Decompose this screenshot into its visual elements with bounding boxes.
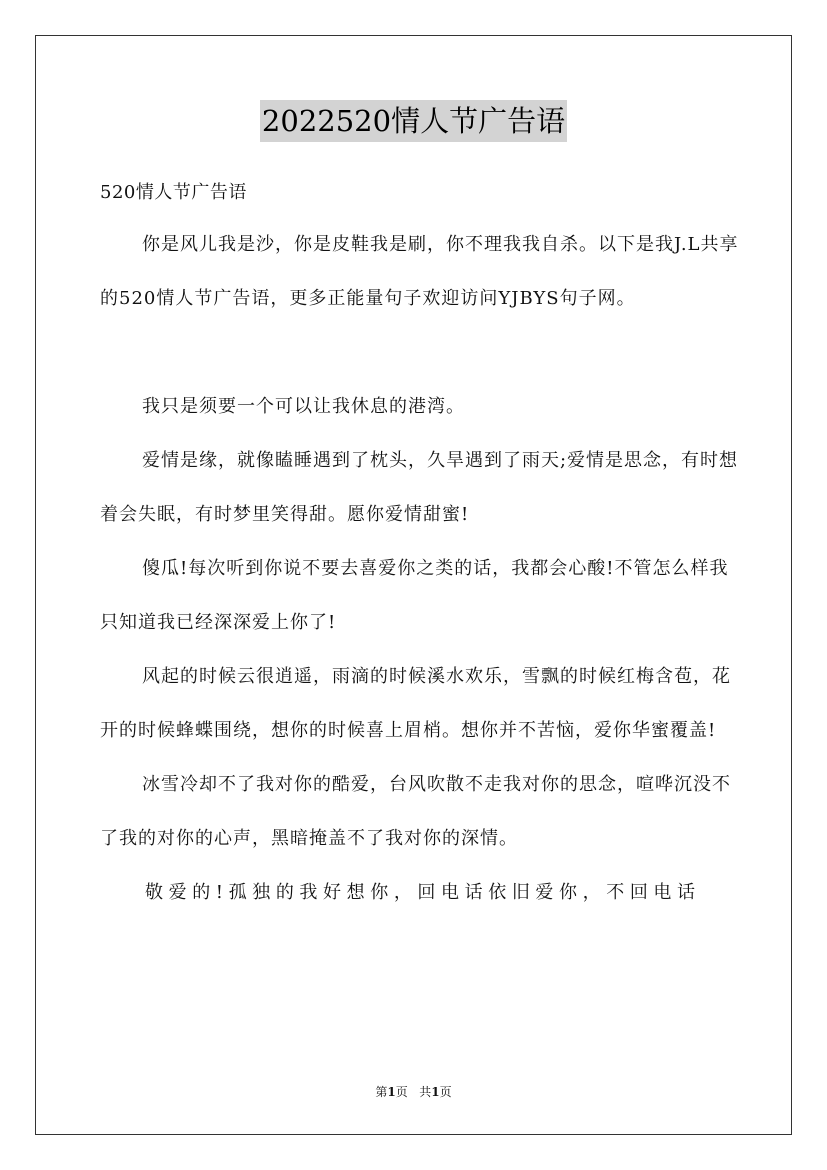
total-pages: 1 (431, 1085, 440, 1099)
page-prefix: 第 (375, 1085, 388, 1099)
page-suffix: 页 (395, 1085, 408, 1099)
paragraph: 爱情是缘，就像瞌睡遇到了枕头，久旱遇到了雨天;爱情是思念，有时想着会失眠，有时梦里笑得甜。愿你爱情甜蜜! (100, 450, 739, 525)
title-container (0, 100, 827, 142)
paragraph: 傻瓜!每次听到你说不要去喜爱你之类的话，我都会心酸!不管怎么样我只知道我已经深深爱上你了! (100, 558, 729, 633)
paragraph: 风起的时候云很逍遥，雨滴的时候溪水欢乐，雪飘的时候红梅含苞，花开的时候蜂蝶围绕，想你的时候喜上眉梢。想你并不苦恼，爱你华蜜覆盖! (100, 666, 731, 741)
document-subtitle: 520情人节广告语 (100, 182, 247, 203)
page-footer (0, 1083, 827, 1101)
document-body (100, 218, 740, 920)
paragraph: 冰雪冷却不了我对你的酷爱，台风吹散不走我对你的思念，喧哗沉没不了我的对你的心声，黑暗掩盖不了我对你的深情。 (100, 774, 731, 849)
total-suffix: 页 (439, 1085, 452, 1099)
paragraph-intro: 你是风儿我是沙，你是皮鞋我是刷，你不理我我自杀。以下是我J.L共享的520情人节广告语，更多正能量句子欢迎访问YJBYS句子网。 (100, 234, 739, 309)
paragraph: 我只是须要一个可以让我休息的港湾。 (142, 396, 465, 417)
page-number: 1 (387, 1085, 396, 1099)
total-prefix: 共 (419, 1085, 432, 1099)
paragraph: 敬爱的!孤独的我好想你，回电话依旧爱你，不回电话 (145, 882, 701, 903)
document-title: 2022520情人节广告语 (260, 100, 567, 142)
